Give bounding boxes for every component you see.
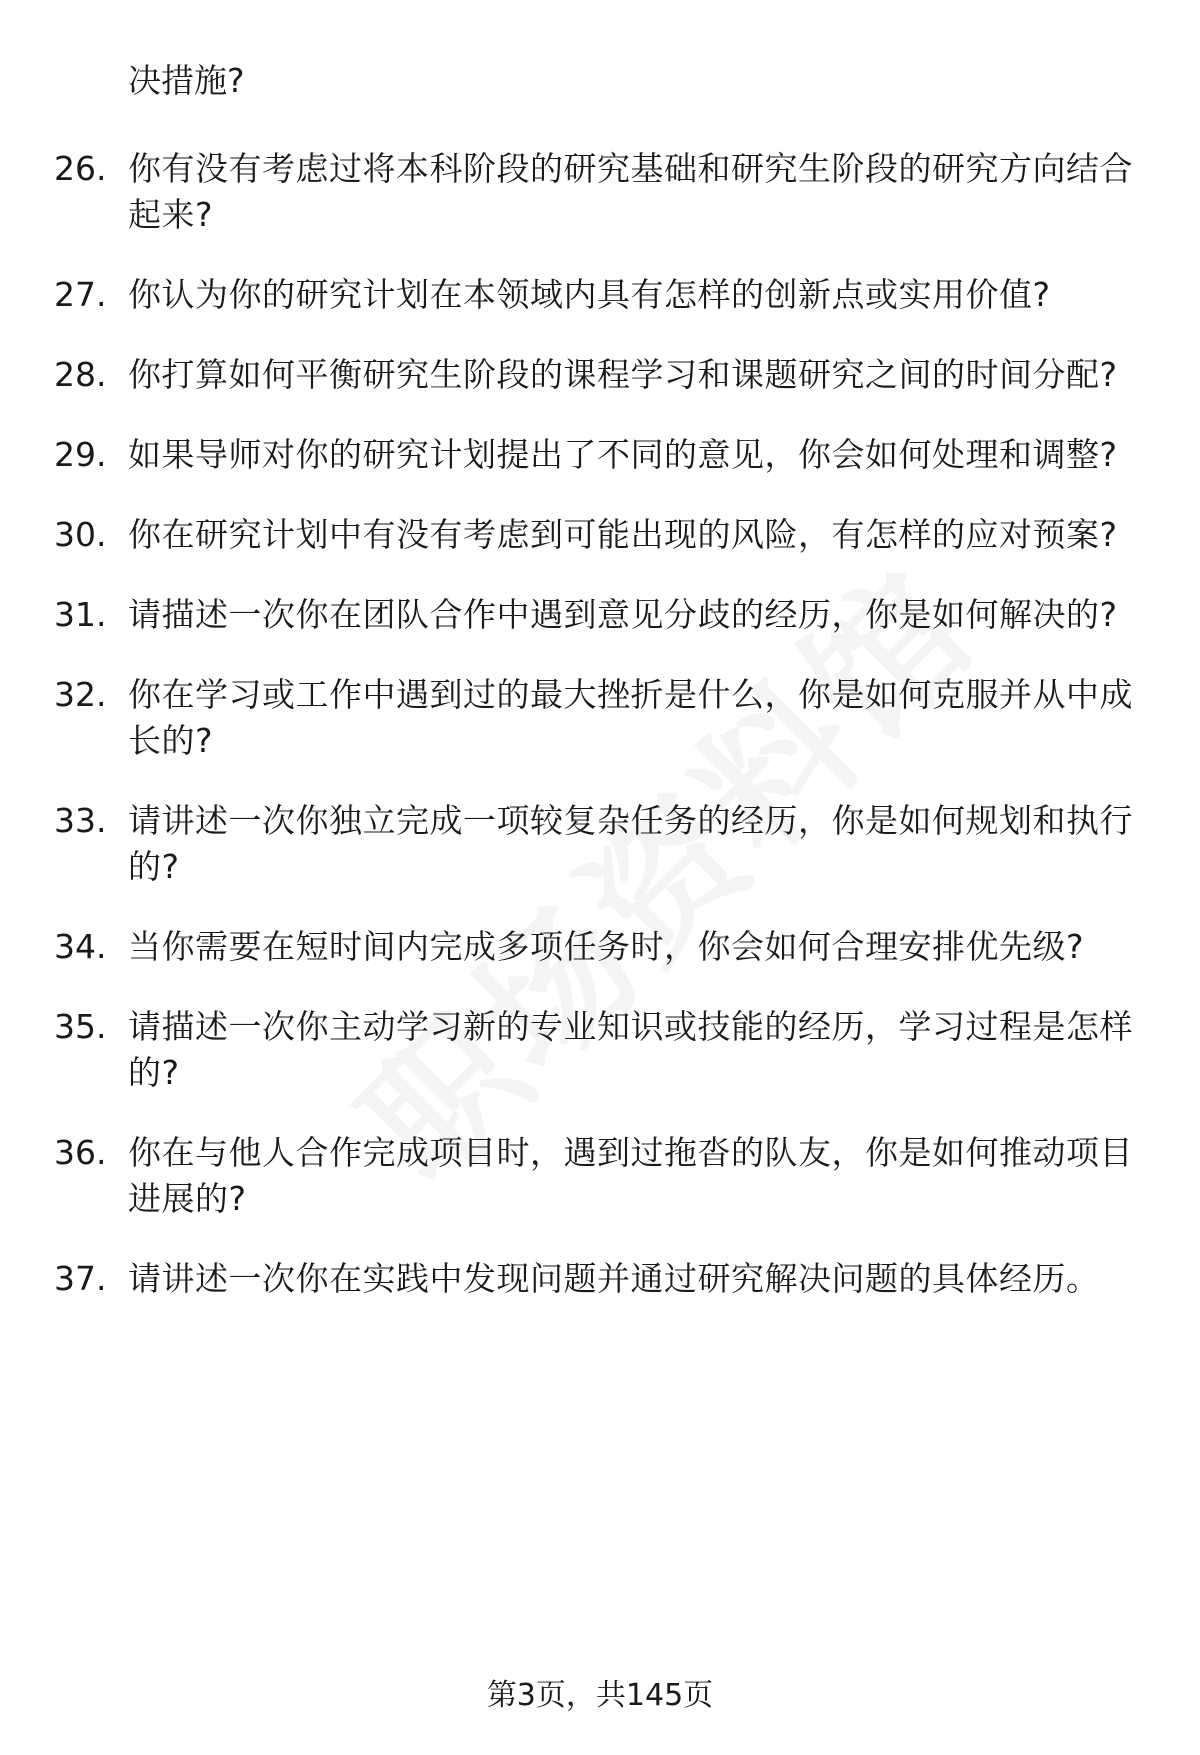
question-text: 当你需要在短时间内完成多项任务时，你会如何合理安排优先级? xyxy=(128,927,1085,966)
question-text: 如果导师对你的研究计划提出了不同的意见，你会如何处理和调整? xyxy=(128,435,1118,474)
question-number: 35. xyxy=(54,1007,107,1046)
question-number: 28. xyxy=(54,355,107,394)
question-text: 请讲述一次你独立完成一项较复杂任务的经历，你是如何规划和执行的? xyxy=(128,801,1133,886)
question-number: 31. xyxy=(54,595,107,634)
page-footer: 第3页，共145页 xyxy=(486,1678,714,1713)
list-item xyxy=(0,432,1200,478)
question-text: 你认为你的研究计划在本领域内具有怎样的创新点或实用价值? xyxy=(128,275,1051,314)
question-text: 你打算如何平衡研究生阶段的课程学习和课题研究之间的时间分配? xyxy=(128,355,1118,394)
continuation-text: 决措施? xyxy=(128,61,245,100)
list-item xyxy=(0,1256,1200,1302)
question-number: 37. xyxy=(54,1259,107,1298)
list-item xyxy=(0,352,1200,398)
question-text: 你在学习或工作中遇到过的最大挫折是什么，你是如何克服并从中成长的? xyxy=(128,675,1133,760)
list-item xyxy=(0,272,1200,318)
question-number: 27. xyxy=(54,275,107,314)
question-number: 33. xyxy=(54,801,107,840)
list-item xyxy=(0,924,1200,970)
question-text: 请讲述一次你在实践中发现问题并通过研究解决问题的具体经历。 xyxy=(128,1259,1100,1298)
question-list xyxy=(0,146,1200,1336)
question-text: 你在与他人合作完成项目时，遇到过拖沓的队友，你是如何推动项目进展的? xyxy=(128,1133,1133,1218)
question-number: 26. xyxy=(54,149,107,188)
question-number: 29. xyxy=(54,435,107,474)
question-text: 你有没有考虑过将本科阶段的研究基础和研究生阶段的研究方向结合起来? xyxy=(128,149,1133,234)
list-item xyxy=(0,146,1200,238)
question-number: 32. xyxy=(54,675,107,714)
question-number: 34. xyxy=(54,927,107,966)
list-item xyxy=(0,798,1200,890)
question-number: 30. xyxy=(54,515,107,554)
list-item xyxy=(0,1130,1200,1222)
question-text: 请描述一次你在团队合作中遇到意见分歧的经历，你是如何解决的? xyxy=(128,595,1118,634)
question-number: 36. xyxy=(54,1133,107,1172)
list-item xyxy=(0,1004,1200,1096)
question-text: 请描述一次你主动学习新的专业知识或技能的经历，学习过程是怎样的? xyxy=(128,1007,1133,1092)
list-item xyxy=(0,512,1200,558)
list-item xyxy=(0,672,1200,764)
question-text: 你在研究计划中有没有考虑到可能出现的风险，有怎样的应对预案? xyxy=(128,515,1118,554)
list-item xyxy=(0,592,1200,638)
